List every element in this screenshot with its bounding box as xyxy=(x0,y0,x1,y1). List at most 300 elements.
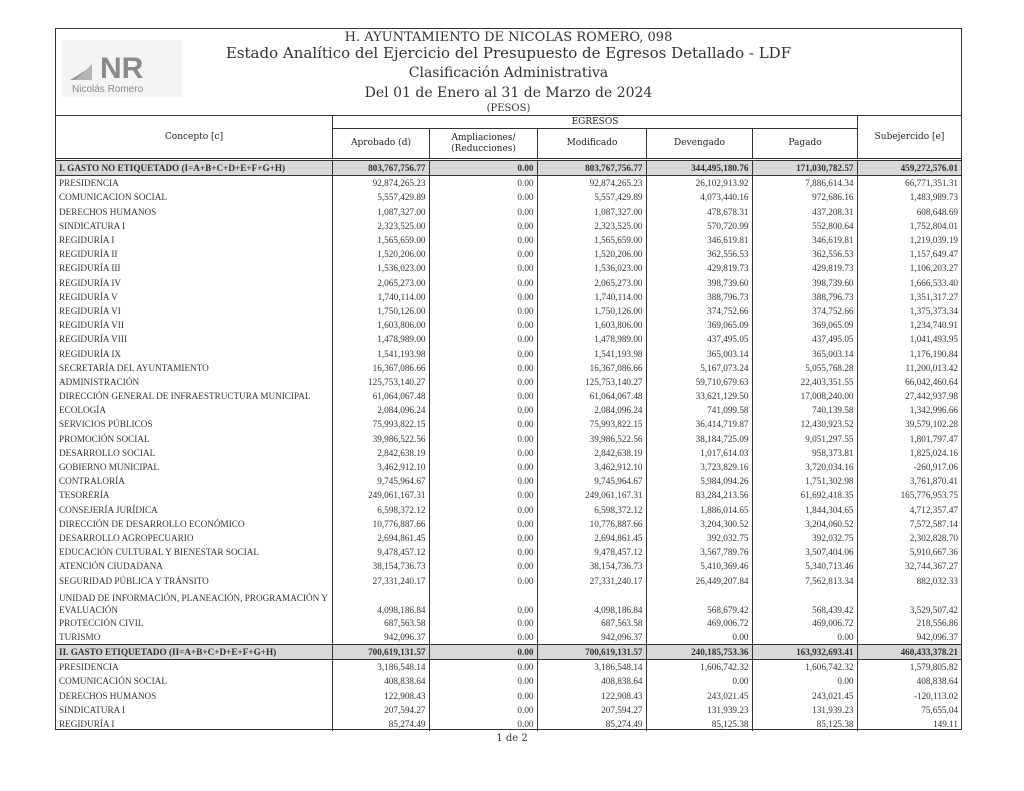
cell-pagado: 374,752.66 xyxy=(752,304,857,318)
col-subejercido: Subejercido [e] xyxy=(857,115,961,159)
cell-ampliaciones: 0.00 xyxy=(429,559,537,573)
cell-modificado: 125,753,140.27 xyxy=(537,375,646,389)
table-row xyxy=(56,190,961,204)
cell-aprobado: 2,842,638.19 xyxy=(332,446,429,460)
cell-concepto: ECOLOGÍA xyxy=(59,405,106,416)
cell-subejercido: 66,042,460.64 xyxy=(857,375,961,389)
cell-pagado: 369,065.09 xyxy=(752,318,857,332)
cell-devengado: 26,449,207.84 xyxy=(646,573,752,587)
cell-subejercido: 39,579,102.28 xyxy=(857,417,961,431)
cell-pagado: 5,340,713.46 xyxy=(752,559,857,573)
cell-aprobado: 1,520,206.00 xyxy=(332,247,429,261)
cell-modificado: 122,908.43 xyxy=(537,689,646,703)
table-row xyxy=(56,630,961,645)
cell-pagado: 437,208.31 xyxy=(752,205,857,219)
budget-table xyxy=(56,160,961,731)
cell-subejercido: 608,648.69 xyxy=(857,205,961,219)
cell-pagado: 9,051,297.55 xyxy=(752,432,857,446)
column-header xyxy=(56,115,961,159)
cell-concepto: SINDICATURA I xyxy=(59,704,126,715)
cell-concepto: CONTRALORÍA xyxy=(59,476,125,487)
cell-subejercido: 75,655.04 xyxy=(857,703,961,717)
cell-aprobado: 6,598,372.12 xyxy=(332,503,429,517)
cell-subejercido: 4,712,357.47 xyxy=(857,503,961,517)
cell-aprobado: 1,740,114.00 xyxy=(332,290,429,304)
col-ampliaciones: Ampliaciones/ (Reducciones) xyxy=(429,128,538,159)
cell-modificado: 1,520,206.00 xyxy=(537,247,646,261)
cell-concepto: DESARROLLO AGROPECUARIO xyxy=(59,532,194,543)
cell-concepto: DESARROLLO SOCIAL xyxy=(59,447,156,458)
cell-ampliaciones: 0.00 xyxy=(429,346,537,360)
cell-subejercido: 1,825,024.16 xyxy=(857,446,961,460)
cell-aprobado: 2,323,525.00 xyxy=(332,219,429,233)
cell-aprobado: 92,874,265.23 xyxy=(332,176,429,191)
cell-devengado: 346,619.81 xyxy=(646,233,752,247)
table-row xyxy=(56,545,961,559)
cell-modificado: 39,986,522.56 xyxy=(537,432,646,446)
cell-devengado: 429,819.73 xyxy=(646,261,752,275)
cell-subejercido: 1,041,493.95 xyxy=(857,332,961,346)
cell-modificado: 408,838.64 xyxy=(537,674,646,688)
cell-ampliaciones: 0.00 xyxy=(429,488,537,502)
cell-subejercido: 1,579,805.82 xyxy=(857,660,961,675)
cell-aprobado: 122,908.43 xyxy=(332,689,429,703)
cell-modificado: 1,565,659.00 xyxy=(537,233,646,247)
cell-pagado: 0.00 xyxy=(752,630,857,645)
cell-aprobado: 9,478,457.12 xyxy=(332,545,429,559)
col-egresos: EGRESOS xyxy=(332,115,858,129)
cell-modificado: 85,274.49 xyxy=(537,717,646,731)
cell-pagado: 7,562,813.34 xyxy=(752,573,857,587)
cell-aprobado: 408,838.64 xyxy=(332,674,429,688)
cell-ampliaciones: 0.00 xyxy=(429,304,537,318)
cell-subejercido: 66,771,351.31 xyxy=(857,176,961,191)
cell-ampliaciones: 0.00 xyxy=(429,573,537,587)
table-row xyxy=(56,503,961,517)
cell-subejercido: 149.11 xyxy=(857,717,961,731)
cell-ampliaciones: 0.00 xyxy=(429,474,537,488)
table-row xyxy=(56,346,961,360)
cell-aprobado: 1,087,327.00 xyxy=(332,205,429,219)
cell-pagado: 552,800.64 xyxy=(752,219,857,233)
cell-subejercido: 3,761,870.41 xyxy=(857,474,961,488)
cell-pagado: 362,556.53 xyxy=(752,247,857,261)
cell-ampliaciones: 0.00 xyxy=(429,176,537,191)
cell-pagado: 131,939.23 xyxy=(752,703,857,717)
cell-concepto: REGIDURÍA II xyxy=(59,249,118,260)
table-row xyxy=(56,332,961,346)
cell-pagado: 243,021.45 xyxy=(752,689,857,703)
cell-concepto: EDUCACIÓN CULTURAL Y BIENESTAR SOCIAL xyxy=(59,547,260,558)
cell-concepto: ATENCIÓN CIUDADANA xyxy=(59,561,163,572)
table-row xyxy=(56,616,961,630)
table-row xyxy=(56,290,961,304)
table-row xyxy=(56,375,961,389)
cell-modificado: 75,993,822.15 xyxy=(537,417,646,431)
cell-aprobado: 61,064,067.48 xyxy=(332,389,429,403)
cell-concepto: CONSEJERÍA JURÍDICA xyxy=(59,504,158,515)
report-sheet xyxy=(55,28,962,730)
cell-ampliaciones: 0.00 xyxy=(429,219,537,233)
cell-aprobado: 5,557,429.89 xyxy=(332,190,429,204)
cell-devengado: 5,984,094.26 xyxy=(646,474,752,488)
cell-devengado: 369,065.09 xyxy=(646,318,752,332)
table-row xyxy=(56,304,961,318)
cell-pagado: 1,606,742.32 xyxy=(752,660,857,675)
cell-subejercido: 1,176,190.84 xyxy=(857,346,961,360)
page-number: 1 de 2 xyxy=(496,733,528,744)
cell-pagado: 437,495.05 xyxy=(752,332,857,346)
cell-devengado: 3,723,829.16 xyxy=(646,460,752,474)
cell-modificado: 10,776,887.66 xyxy=(537,517,646,531)
cell-ampliaciones: 0.00 xyxy=(429,460,537,474)
cell-concepto: DIRECCIÓN GENERAL DE INFRAESTRUCTURA MUNICIPAL xyxy=(59,391,311,402)
cell-pagado: 1,844,304.65 xyxy=(752,503,857,517)
cell-aprobado: 39,986,522.56 xyxy=(332,432,429,446)
cell-modificado: 27,331,240.17 xyxy=(537,573,646,587)
cell-subejercido: 7,572,587.14 xyxy=(857,517,961,531)
cell-aprobado: 2,084,096.24 xyxy=(332,403,429,417)
cell-ampliaciones: 0.00 xyxy=(429,276,537,290)
table-row xyxy=(56,247,961,261)
cell-aprobado: 700,619,131.57 xyxy=(332,645,429,660)
table-row xyxy=(56,417,961,431)
cell-modificado: 9,745,964.67 xyxy=(537,474,646,488)
cell-concepto: REGIDURÍA I xyxy=(59,235,115,246)
cell-subejercido: -120,113.02 xyxy=(857,689,961,703)
total-row xyxy=(56,161,961,176)
cell-modificado: 2,842,638.19 xyxy=(537,446,646,460)
cell-devengado: 0.00 xyxy=(646,674,752,688)
cell-pagado: 171,030,782.57 xyxy=(752,161,857,176)
cell-subejercido: 1,801,797.47 xyxy=(857,432,961,446)
cell-aprobado: 38,154,736.73 xyxy=(332,559,429,573)
cell-aprobado: 687,563.58 xyxy=(332,616,429,630)
table-row xyxy=(56,205,961,219)
cell-concepto: TURISMO xyxy=(59,631,101,642)
cell-ampliaciones: 0.00 xyxy=(429,717,537,731)
cell-pagado: 568,439.42 xyxy=(752,588,857,616)
cell-ampliaciones: 0.00 xyxy=(429,417,537,431)
table-row xyxy=(56,474,961,488)
cell-aprobado: 1,536,023.00 xyxy=(332,261,429,275)
cell-modificado: 1,478,989.00 xyxy=(537,332,646,346)
cell-ampliaciones: 0.00 xyxy=(429,545,537,559)
cell-concepto: PRESIDENCIA xyxy=(59,662,119,673)
table-row xyxy=(56,176,961,191)
cell-concepto: SERVICIOS PÚBLICOS xyxy=(59,419,153,430)
cell-aprobado: 1,750,126.00 xyxy=(332,304,429,318)
cell-modificado: 2,065,273.00 xyxy=(537,276,646,290)
cell-modificado: 1,750,126.00 xyxy=(537,304,646,318)
cell-subejercido: 1,234,740.91 xyxy=(857,318,961,332)
cell-pagado: 1,751,302.98 xyxy=(752,474,857,488)
cell-pagado: 469,006.72 xyxy=(752,616,857,630)
cell-devengado: 398,739.60 xyxy=(646,276,752,290)
cell-aprobado: 207,594.27 xyxy=(332,703,429,717)
col-concepto: Concepto [c] xyxy=(56,115,333,159)
cell-pagado: 3,720,034.16 xyxy=(752,460,857,474)
cell-concepto: II. GASTO ETIQUETADO (II=A+B+C+D+E+F+G+H) xyxy=(56,645,332,660)
cell-aprobado: 249,061,167.31 xyxy=(332,488,429,502)
cell-pagado: 163,932,693.41 xyxy=(752,645,857,660)
cell-subejercido: 1,342,996.66 xyxy=(857,403,961,417)
cell-aprobado: 10,776,887.66 xyxy=(332,517,429,531)
cell-aprobado: 85,274.49 xyxy=(332,717,429,731)
cell-ampliaciones: 0.00 xyxy=(429,446,537,460)
table-row xyxy=(56,674,961,688)
cell-modificado: 207,594.27 xyxy=(537,703,646,717)
table-row xyxy=(56,432,961,446)
cell-aprobado: 3,462,912.10 xyxy=(332,460,429,474)
cell-modificado: 1,087,327.00 xyxy=(537,205,646,219)
cell-pagado: 972,686.16 xyxy=(752,190,857,204)
cell-pagado: 3,507,404.06 xyxy=(752,545,857,559)
cell-pagado: 22,403,351.55 xyxy=(752,375,857,389)
cell-modificado: 5,557,429.89 xyxy=(537,190,646,204)
col-aprobado: Aprobado (d) xyxy=(332,128,430,159)
cell-modificado: 1,603,806.00 xyxy=(537,318,646,332)
cell-ampliaciones: 0.00 xyxy=(429,205,537,219)
cell-aprobado: 9,745,964.67 xyxy=(332,474,429,488)
cell-devengado: 26,102,913.92 xyxy=(646,176,752,191)
cell-modificado: 2,084,096.24 xyxy=(537,403,646,417)
cell-concepto: COMUNICACION SOCIAL xyxy=(59,192,167,203)
cell-ampliaciones: 0.00 xyxy=(429,318,537,332)
col-pagado: Pagado xyxy=(752,128,858,159)
cell-subejercido: 32,744,367.27 xyxy=(857,559,961,573)
table-row xyxy=(56,588,961,616)
cell-subejercido: 3,529,507.42 xyxy=(857,588,961,616)
cell-concepto: PRESIDENCIA xyxy=(59,178,119,189)
cell-concepto: DIRECCIÓN DE DESARROLLO ECONÓMICO xyxy=(59,518,245,529)
cell-devengado: 1,017,614.03 xyxy=(646,446,752,460)
cell-pagado: 5,055,768.28 xyxy=(752,361,857,375)
cell-aprobado: 27,331,240.17 xyxy=(332,573,429,587)
cell-subejercido: 1,351,317.27 xyxy=(857,290,961,304)
cell-pagado: 12,430,923.52 xyxy=(752,417,857,431)
cell-devengado: 388,796.73 xyxy=(646,290,752,304)
table-row xyxy=(56,446,961,460)
cell-modificado: 3,462,912.10 xyxy=(537,460,646,474)
cell-modificado: 38,154,736.73 xyxy=(537,559,646,573)
cell-devengado: 33,621,129.50 xyxy=(646,389,752,403)
cell-modificado: 4,098,186.84 xyxy=(537,588,646,616)
cell-aprobado: 803,767,756.77 xyxy=(332,161,429,176)
cell-pagado: 17,008,240.00 xyxy=(752,389,857,403)
cell-devengado: 344,495,180.76 xyxy=(646,161,752,176)
cell-devengado: 741,099.58 xyxy=(646,403,752,417)
cell-concepto: DERECHOS HUMANOS xyxy=(59,690,157,701)
cell-aprobado: 2,065,273.00 xyxy=(332,276,429,290)
table-row xyxy=(56,488,961,502)
cell-subejercido: 11,200,013.42 xyxy=(857,361,961,375)
cell-concepto: REGIDURÍA VII xyxy=(59,320,124,331)
cell-modificado: 16,367,086.66 xyxy=(537,361,646,375)
cell-concepto: SEGURIDAD PÚBLICA Y TRÁNSITO xyxy=(59,575,209,586)
cell-modificado: 942,096.37 xyxy=(537,630,646,645)
cell-ampliaciones: 0.00 xyxy=(429,531,537,545)
cell-subejercido: 1,375,373.34 xyxy=(857,304,961,318)
cell-devengado: 469,006.72 xyxy=(646,616,752,630)
cell-devengado: 5,410,369.46 xyxy=(646,559,752,573)
cell-concepto: COMUNICACIÓN SOCIAL xyxy=(59,676,167,687)
table-row xyxy=(56,703,961,717)
cell-concepto: PROMOCIÓN SOCIAL xyxy=(59,433,150,444)
cell-devengado: 437,495.05 xyxy=(646,332,752,346)
cell-ampliaciones: 0.00 xyxy=(429,660,537,675)
cell-ampliaciones: 0.00 xyxy=(429,247,537,261)
cell-pagado: 85,125.38 xyxy=(752,717,857,731)
cell-subejercido: 882,032.33 xyxy=(857,573,961,587)
cell-devengado: 131,939.23 xyxy=(646,703,752,717)
cell-concepto: ADMINISTRACIÓN xyxy=(59,376,140,387)
cell-pagado: 0.00 xyxy=(752,674,857,688)
cell-aprobado: 4,098,186.84 xyxy=(332,588,429,616)
cell-modificado: 2,694,861.45 xyxy=(537,531,646,545)
cell-pagado: 429,819.73 xyxy=(752,261,857,275)
cell-modificado: 1,536,023.00 xyxy=(537,261,646,275)
cell-devengado: 83,284,213.56 xyxy=(646,488,752,502)
svg-text:Nicolás Romero: Nicolás Romero xyxy=(72,84,144,95)
cell-subejercido: 1,483,989.73 xyxy=(857,190,961,204)
cell-devengado: 568,679.42 xyxy=(646,588,752,616)
cell-ampliaciones: 0.00 xyxy=(429,190,537,204)
cell-subejercido: 1,666,533.40 xyxy=(857,276,961,290)
cell-devengado: 38,184,725.09 xyxy=(646,432,752,446)
cell-ampliaciones: 0.00 xyxy=(429,389,537,403)
cell-concepto: PROTECCIÓN CIVIL xyxy=(59,617,144,628)
cell-devengado: 4,073,440.16 xyxy=(646,190,752,204)
cell-subejercido: 1,157,649.47 xyxy=(857,247,961,261)
cell-aprobado: 125,753,140.27 xyxy=(332,375,429,389)
cell-subejercido: 1,752,804.01 xyxy=(857,219,961,233)
cell-concepto: REGIDURÍA IX xyxy=(59,348,122,359)
cell-devengado: 1,606,742.32 xyxy=(646,660,752,675)
cell-subejercido: 2,302,828.70 xyxy=(857,531,961,545)
cell-ampliaciones: 0.00 xyxy=(429,290,537,304)
table-row xyxy=(56,689,961,703)
col-modificado: Modificado xyxy=(537,128,647,159)
cell-modificado: 803,767,756.77 xyxy=(537,161,646,176)
cell-aprobado: 1,603,806.00 xyxy=(332,318,429,332)
cell-ampliaciones: 0.00 xyxy=(429,517,537,531)
table-row xyxy=(56,559,961,573)
cell-concepto: I. GASTO NO ETIQUETADO (I=A+B+C+D+E+F+G+H) xyxy=(56,161,332,176)
cell-ampliaciones: 0.00 xyxy=(429,645,537,660)
cell-concepto: REGIDURÍA VI xyxy=(59,305,121,316)
cell-ampliaciones: 0.00 xyxy=(429,361,537,375)
cell-ampliaciones: 0.00 xyxy=(429,233,537,247)
table-row xyxy=(56,573,961,587)
cell-modificado: 1,740,114.00 xyxy=(537,290,646,304)
cell-devengado: 362,556.53 xyxy=(646,247,752,261)
cell-devengado: 85,125.38 xyxy=(646,717,752,731)
cell-devengado: 5,167,073.24 xyxy=(646,361,752,375)
table-row xyxy=(56,389,961,403)
cell-concepto: TESORERÍA xyxy=(59,490,110,501)
cell-aprobado: 1,478,989.00 xyxy=(332,332,429,346)
cell-ampliaciones: 0.00 xyxy=(429,703,537,717)
cell-devengado: 392,032.75 xyxy=(646,531,752,545)
cell-modificado: 1,541,193.98 xyxy=(537,346,646,360)
cell-modificado: 249,061,167.31 xyxy=(537,488,646,502)
table-row xyxy=(56,261,961,275)
cell-devengado: 3,567,789.76 xyxy=(646,545,752,559)
cell-modificado: 3,186,548.14 xyxy=(537,660,646,675)
cell-ampliaciones: 0.00 xyxy=(429,432,537,446)
cell-subejercido: 218,556.86 xyxy=(857,616,961,630)
cell-pagado: 392,032.75 xyxy=(752,531,857,545)
cell-devengado: 478,678.31 xyxy=(646,205,752,219)
cell-subejercido: 27,442,937.98 xyxy=(857,389,961,403)
entity-title: H. AYUNTAMIENTO DE NICOLAS ROMERO, 098 xyxy=(344,30,673,45)
cell-ampliaciones: 0.00 xyxy=(429,630,537,645)
cell-modificado: 61,064,067.48 xyxy=(537,389,646,403)
cell-pagado: 958,373.81 xyxy=(752,446,857,460)
report-title: Estado Analítico del Ejercicio del Presupuesto de Egresos Detallado - LDF xyxy=(225,44,792,62)
cell-devengado: 3,204,300.52 xyxy=(646,517,752,531)
cell-modificado: 92,874,265.23 xyxy=(537,176,646,191)
table-row xyxy=(56,717,961,731)
cell-ampliaciones: 0.00 xyxy=(429,375,537,389)
table-row xyxy=(56,403,961,417)
cell-aprobado: 942,096.37 xyxy=(332,630,429,645)
cell-ampliaciones: 0.00 xyxy=(429,332,537,346)
table-row xyxy=(56,233,961,247)
cell-aprobado: 1,565,659.00 xyxy=(332,233,429,247)
cell-pagado: 346,619.81 xyxy=(752,233,857,247)
cell-subejercido: 165,776,953.75 xyxy=(857,488,961,502)
table-row xyxy=(56,219,961,233)
table-row xyxy=(56,460,961,474)
cell-pagado: 7,886,614.34 xyxy=(752,176,857,191)
report-header xyxy=(56,29,961,115)
cell-aprobado: 16,367,086.66 xyxy=(332,361,429,375)
cell-pagado: 61,692,418.35 xyxy=(752,488,857,502)
cell-concepto: REGIDURÍA III xyxy=(59,263,121,274)
cell-subejercido: 459,272,576.01 xyxy=(857,161,961,176)
cell-ampliaciones: 0.00 xyxy=(429,161,537,176)
cell-aprobado: 2,694,861.45 xyxy=(332,531,429,545)
cell-ampliaciones: 0.00 xyxy=(429,403,537,417)
cell-pagado: 365,003.14 xyxy=(752,346,857,360)
cell-concepto: REGIDURÍA I xyxy=(59,719,115,730)
cell-aprobado: 1,541,193.98 xyxy=(332,346,429,360)
table-row xyxy=(56,517,961,531)
cell-concepto: UNIDAD DE INFORMACIÓN, PLANEACIÓN, PROGRAMACIÓN Y EVALUACIÓN xyxy=(59,592,328,615)
cell-devengado: 365,003.14 xyxy=(646,346,752,360)
cell-concepto: GOBIERNO MUNICIPAL xyxy=(59,462,159,473)
cell-ampliaciones: 0.00 xyxy=(429,503,537,517)
cell-modificado: 6,598,372.12 xyxy=(537,503,646,517)
cell-aprobado: 75,993,822.15 xyxy=(332,417,429,431)
cell-concepto: SECRETARÍA DEL AYUNTAMIENTO xyxy=(59,362,209,373)
cell-subejercido: 942,096.37 xyxy=(857,630,961,645)
cell-ampliaciones: 0.00 xyxy=(429,616,537,630)
cell-pagado: 388,796.73 xyxy=(752,290,857,304)
svg-text:NR: NR xyxy=(100,52,144,85)
col-devengado: Devengado xyxy=(646,128,753,159)
table-row xyxy=(56,660,961,675)
cell-devengado: 59,710,679.63 xyxy=(646,375,752,389)
cell-modificado: 687,563.58 xyxy=(537,616,646,630)
cell-aprobado: 3,186,548.14 xyxy=(332,660,429,675)
cell-subejercido: 5,910,667.36 xyxy=(857,545,961,559)
cell-devengado: 374,752.66 xyxy=(646,304,752,318)
cell-ampliaciones: 0.00 xyxy=(429,588,537,616)
cell-subejercido: -260,917.06 xyxy=(857,460,961,474)
